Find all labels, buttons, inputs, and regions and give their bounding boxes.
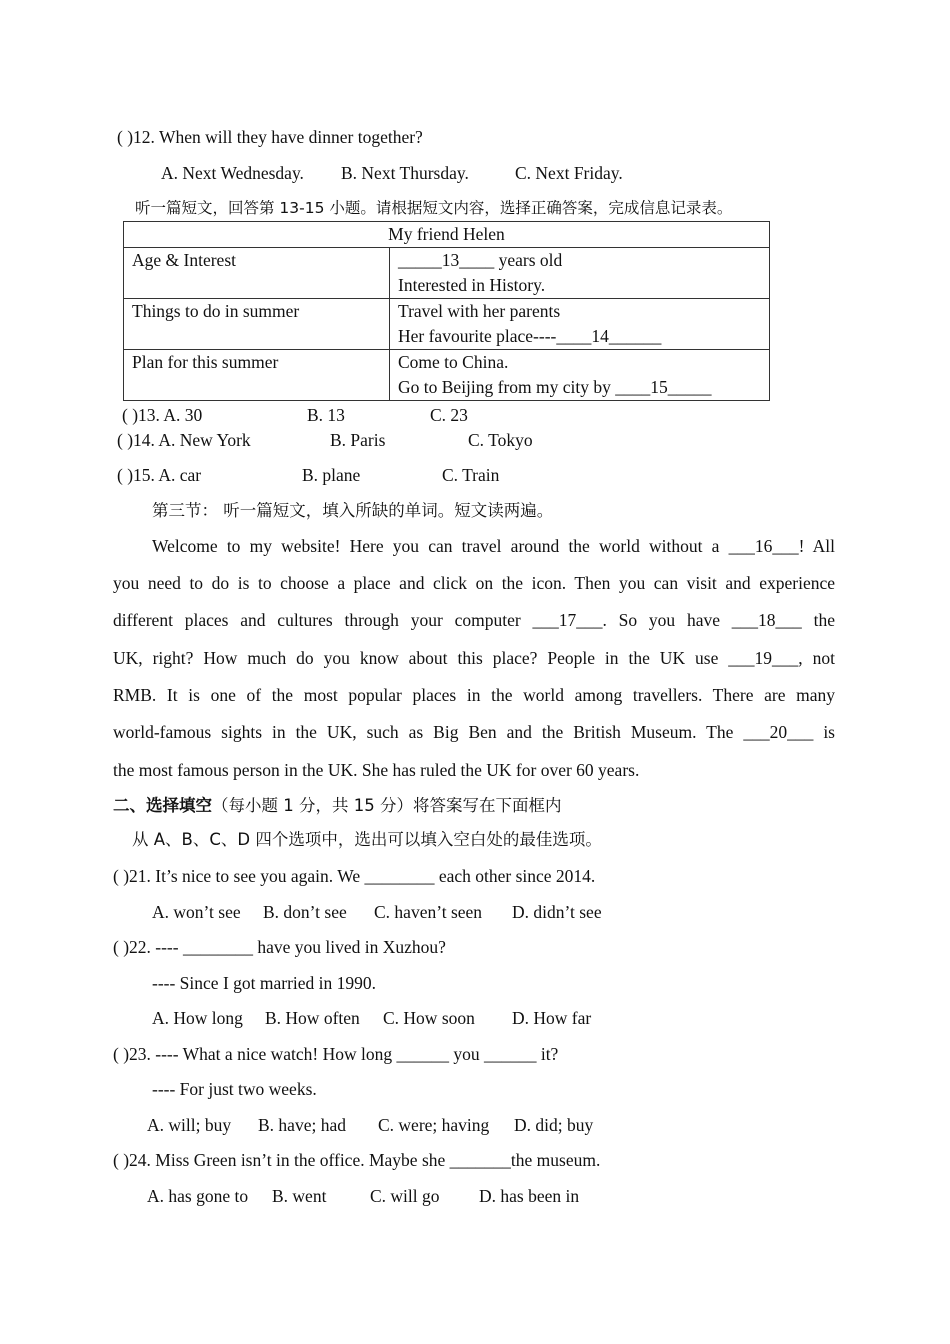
info-record-table [123, 221, 770, 401]
passage-line: UK, right? How much do you know about this place? People in the UK use ___19___, not [113, 648, 835, 668]
q14-option-c[interactable]: C. Tokyo [468, 430, 533, 450]
section-intro-13-15: 听一篇短文，回答第 13-15 小题。请根据短文内容，选择正确答案，完成信息记录表。 [135, 199, 733, 217]
table-row-line: _____13____ years old [398, 250, 563, 270]
part-2-heading [113, 794, 561, 817]
question-22-stem: ( )22. ---- ________ have you lived in Xuzhou? [113, 937, 446, 957]
table-row-value [390, 350, 770, 401]
passage-line: Welcome to my website! Here you can travel around the world without a ___16___! All [152, 536, 835, 556]
q22-option-b[interactable]: B. How often [265, 1008, 360, 1028]
q24-option-b[interactable]: B. went [272, 1186, 327, 1206]
table-row-line: Interested in History. [398, 275, 546, 295]
q24-option-d[interactable]: D. has been in [479, 1186, 580, 1206]
q23-option-a[interactable]: A. will; buy [147, 1115, 232, 1135]
question-12-stem: ( )12. When will they have dinner together? [117, 127, 423, 147]
question-13-stem[interactable]: ( )13. A. 30 [122, 405, 203, 425]
table-row-line: Come to China. [398, 352, 509, 372]
q23-option-d[interactable]: D. did; buy [514, 1115, 594, 1135]
q12-option-a[interactable]: A. Next Wednesday. [161, 163, 304, 183]
q21-option-c[interactable]: C. haven’t seen [374, 902, 483, 922]
question-21-stem: ( )21. It’s nice to see you again. We ________ each other since 2014. [113, 866, 596, 886]
part-2-instruction: 从 A、B、C、D 四个选项中，选出可以填入空白处的最佳选项。 [132, 830, 602, 849]
q13-option-c[interactable]: C. 23 [430, 405, 468, 425]
passage-line: RMB. It is one of the most popular places in the world among travellers. There are many [113, 685, 835, 705]
section-3-intro: 第三节： 听一篇短文，填入所缺的单词。短文读两遍。 [152, 501, 554, 520]
passage-line: different places and cultures through your computer ___17___. So you have ___18___ the [113, 610, 835, 630]
table-row-line: Travel with her parents [398, 301, 561, 321]
question-15-stem[interactable]: ( )15. A. car [117, 465, 202, 485]
table-row [124, 350, 770, 401]
q12-option-c[interactable]: C. Next Friday. [515, 163, 623, 183]
q23-option-c[interactable]: C. were; having [378, 1115, 490, 1135]
table-row-line: Her favourite place----____14______ [398, 326, 662, 346]
q22-option-d[interactable]: D. How far [512, 1008, 592, 1028]
q23-option-b[interactable]: B. have; had [258, 1115, 346, 1135]
table-row-value [390, 299, 770, 350]
q12-option-b[interactable]: B. Next Thursday. [341, 163, 469, 183]
table-row-label: Things to do in summer [124, 299, 390, 350]
q13-option-b[interactable]: B. 13 [307, 405, 345, 425]
question-14-stem[interactable]: ( )14. A. New York [117, 430, 251, 450]
table-title: My friend Helen [124, 222, 770, 248]
q22-option-c[interactable]: C. How soon [383, 1008, 475, 1028]
table-row-value [390, 248, 770, 299]
table-row-label: Age & Interest [124, 248, 390, 299]
q21-option-b[interactable]: B. don’t see [263, 902, 347, 922]
table-row [124, 299, 770, 350]
table-row-line: Go to Beijing from my city by ____15_____ [398, 377, 712, 397]
q15-option-b[interactable]: B. plane [302, 465, 361, 485]
part-2-note: （每小题 1 分，共 15 分）将答案写在下面框内 [212, 796, 562, 815]
q21-option-d[interactable]: D. didn’t see [512, 902, 602, 922]
question-23-answer-line: ---- For just two weeks. [152, 1079, 317, 1099]
table-row-label: Plan for this summer [124, 350, 390, 401]
q15-option-c[interactable]: C. Train [442, 465, 500, 485]
passage-line: world-famous sights in the UK, such as Big Ben and the British Museum. The ___20___ is [113, 722, 835, 742]
passage-line: you need to do is to choose a place and click on the icon. Then you can visit and experience [113, 573, 835, 593]
table-row [124, 248, 770, 299]
q24-option-a[interactable]: A. has gone to [147, 1186, 249, 1206]
q14-option-b[interactable]: B. Paris [330, 430, 386, 450]
question-24-stem: ( )24. Miss Green isn’t in the office. Maybe she _______the museum. [113, 1150, 601, 1170]
passage-line: the most famous person in the UK. She has ruled the UK for over 60 years. [113, 760, 640, 780]
part-2-title: 二、选择填空 [113, 796, 212, 815]
question-23-stem: ( )23. ---- What a nice watch! How long ______ you ______ it? [113, 1044, 559, 1064]
q22-option-a[interactable]: A. How long [152, 1008, 243, 1028]
q24-option-c[interactable]: C. will go [370, 1186, 440, 1206]
q21-option-a[interactable]: A. won’t see [152, 902, 241, 922]
question-22-answer-line: ---- Since I got married in 1990. [152, 973, 377, 993]
